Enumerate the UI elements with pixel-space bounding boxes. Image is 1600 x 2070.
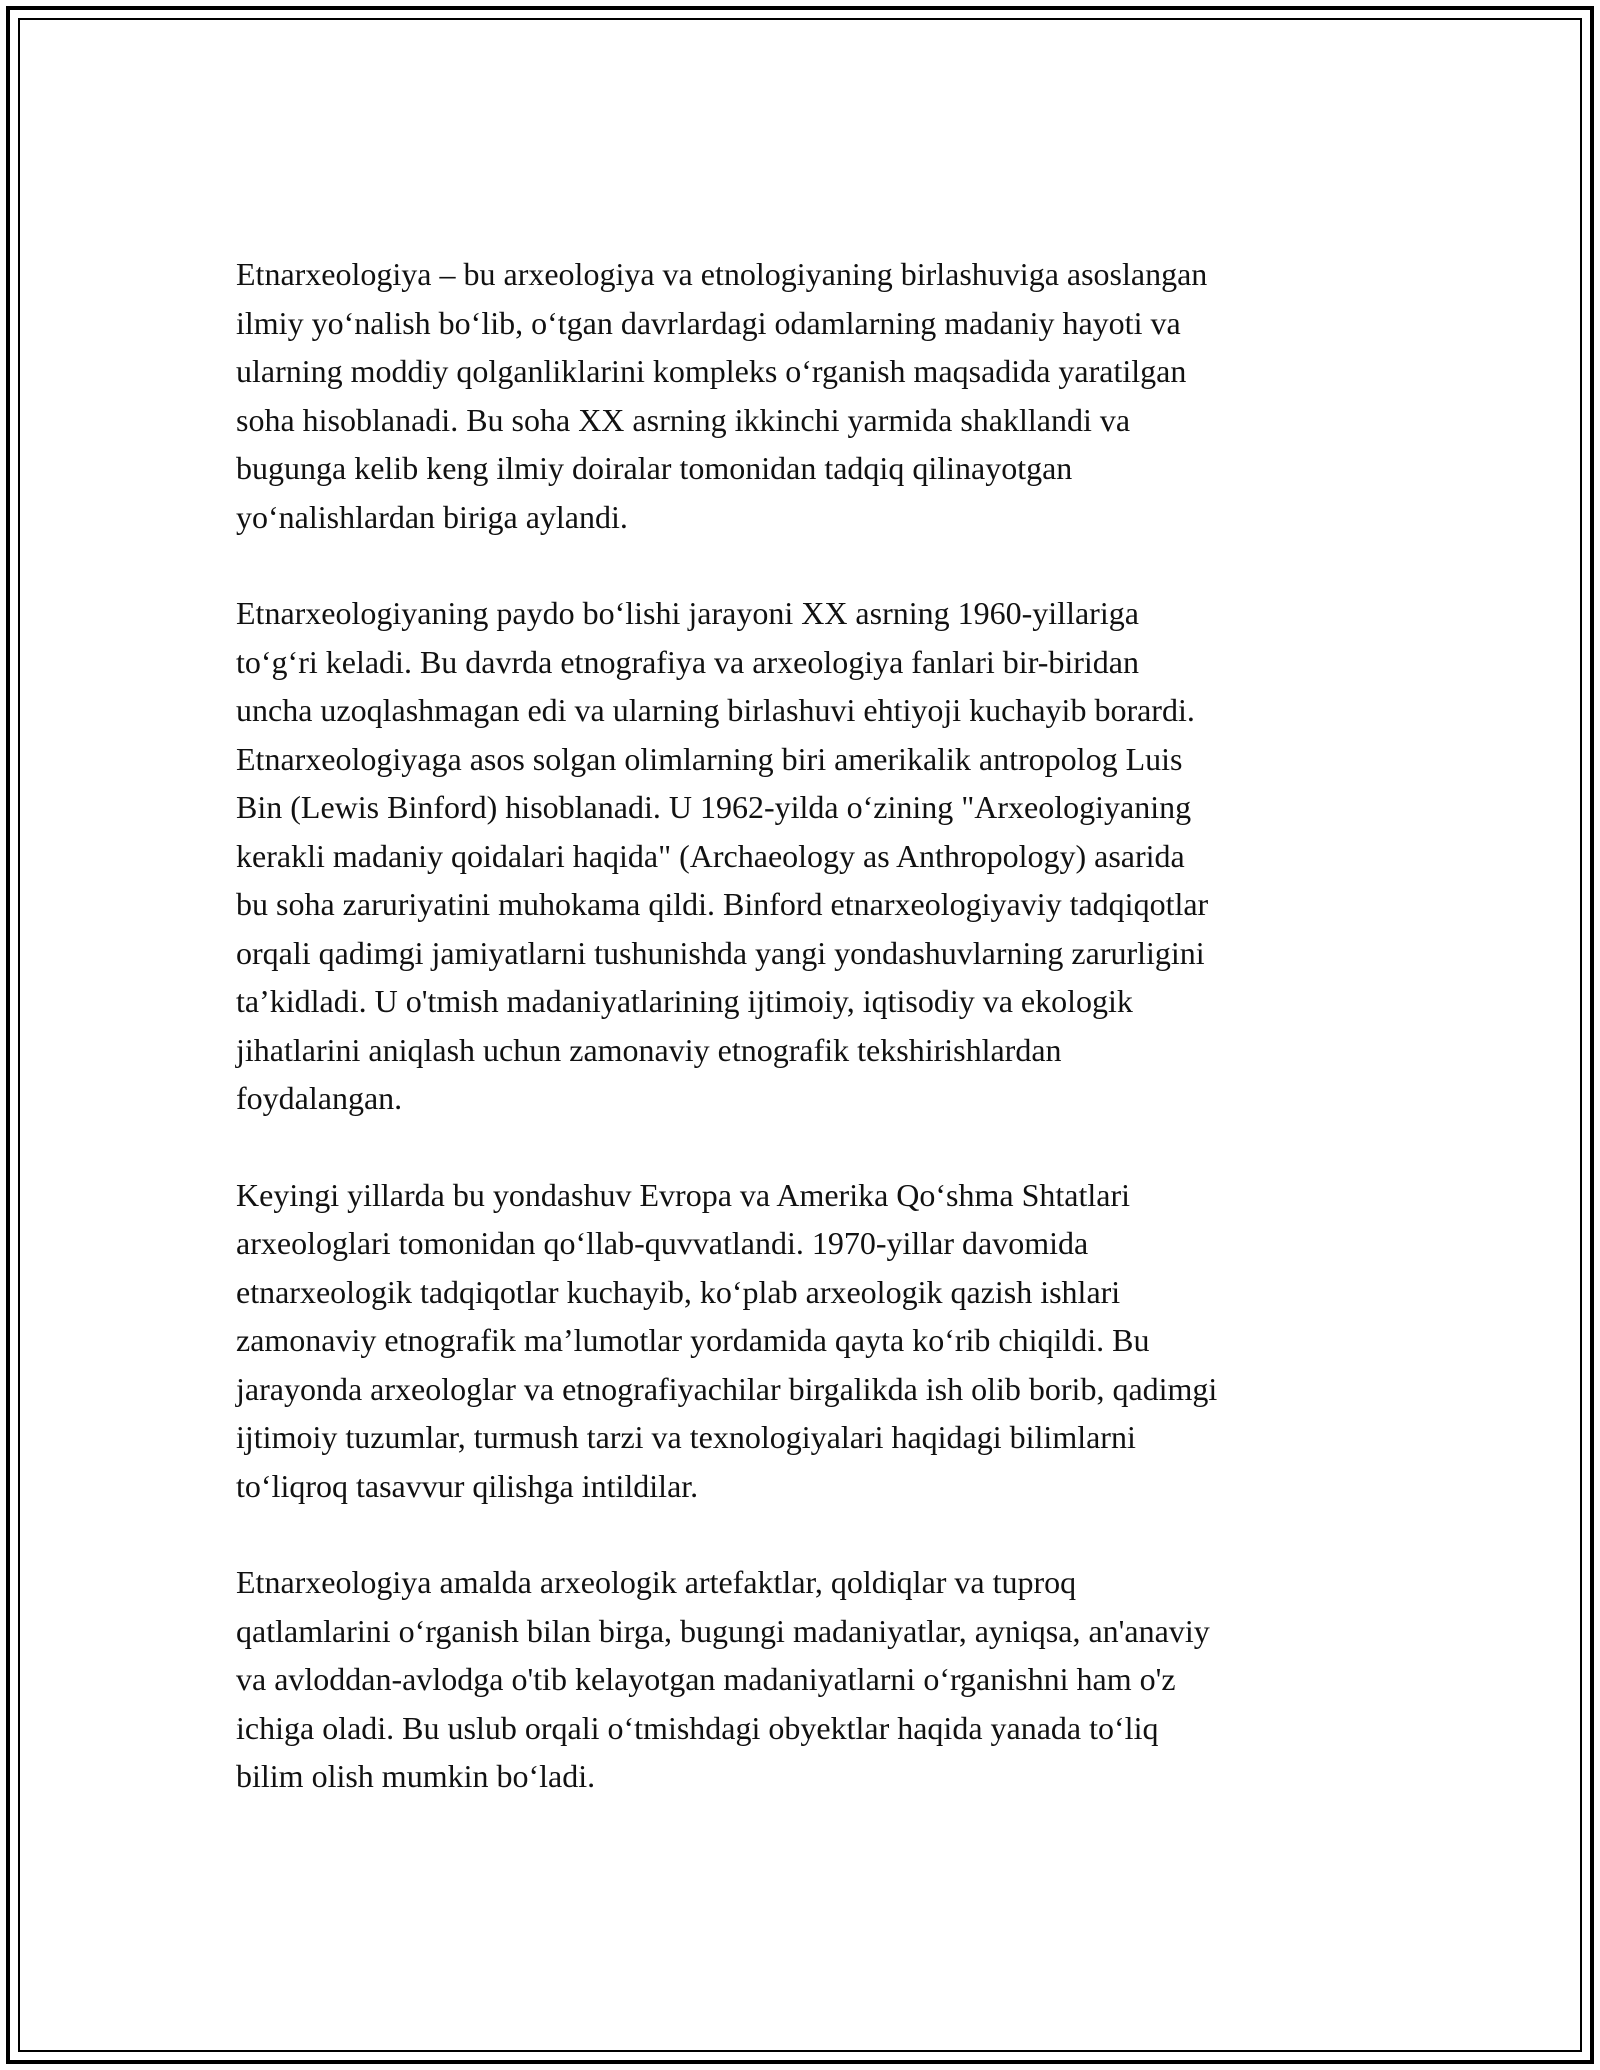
paragraph-origins: Etnarxeologiyaning paydo bo‘lishi jarayoni XX asrning 1960-yillariga to‘g‘ri keladi. Bu davrda etnografiya va arxeologiya fanlari bir-biridan uncha uzoqlashmagan edi va ularning birlashuvi ehtiyoji kuchayib borardi. Etnarxeologiyaga asos solgan olimlarning biri amerikalik antropolog Luis Bin (Lewis Binford) hisoblanadi. U 1962-yilda o‘zining "Arxeologiyaning kerakli madaniy qoidalari haqida" (Archaeology as Anthropology) asarida bu soha zaruriyatini muhokama qildi. Binford etnarxeologiyaviy tadqiqotlar orqali qadimgi jamiyatlarni tushunishda yangi yondashuvlarning zarurligini ta’kidladi. U o'tmish madaniyatlarining ijtimoiy, iqtisodiy va ekologik jihatlarini aniqlash uchun zamonaviy etnografik tekshirishlardan foydalangan. <box>236 595 1209 1116</box>
document-body <box>236 250 1376 1849</box>
paragraph-methods: Etnarxeologiya amalda arxeologik artefaktlar, qoldiqlar va tuproq qatlamlarini o‘rganish bilan birga, bugungi madaniyatlar, ayniqsa, an'anaviy va avloddan-avlodga o'tib kelayotgan madaniyatlarni o‘rganishni ham o'z ichiga oladi. Bu uslub orqali o‘tmishdagi obyektlar haqida yanada to‘liq bilim olish mumkin bo‘ladi. <box>236 1564 1210 1794</box>
paragraph-development: Keyingi yillarda bu yondashuv Evropa va Amerika Qo‘shma Shtatlari arxeologlari tomonidan qo‘llab-quvvatlandi. 1970-yillar davomida etnarxeologik tadqiqotlar kuchayib, ko‘plab arxeologik qazish ishlari zamonaviy etnografik ma’lumotlar yordamida qayta ko‘rib chiqildi. Bu jarayonda arxeologlar va etnografiyachilar birgalikda ish olib borib, qadimgi ijtimoiy tuzumlar, turmush tarzi va texnologiyalari haqidagi bilimlarni to‘liqroq tasavvur qilishga intildilar. <box>236 1176 1218 1504</box>
paragraph-definition: Etnarxeologiya – bu arxeologiya va etnologiyaning birlashuviga asoslangan ilmiy yo‘nalish bo‘lib, o‘tgan davrlardagi odamlarning madaniy hayoti va ularning moddiy qolganliklarini kompleks o‘rganish maqsadida yaratilgan soha hisoblanadi. Bu soha XX asrning ikkinchi yarmida shakllandi va bugunga kelib keng ilmiy doiralar tomonidan tadqiq qilinayotgan yo‘nalishlardan biriga aylandi. <box>236 256 1208 535</box>
